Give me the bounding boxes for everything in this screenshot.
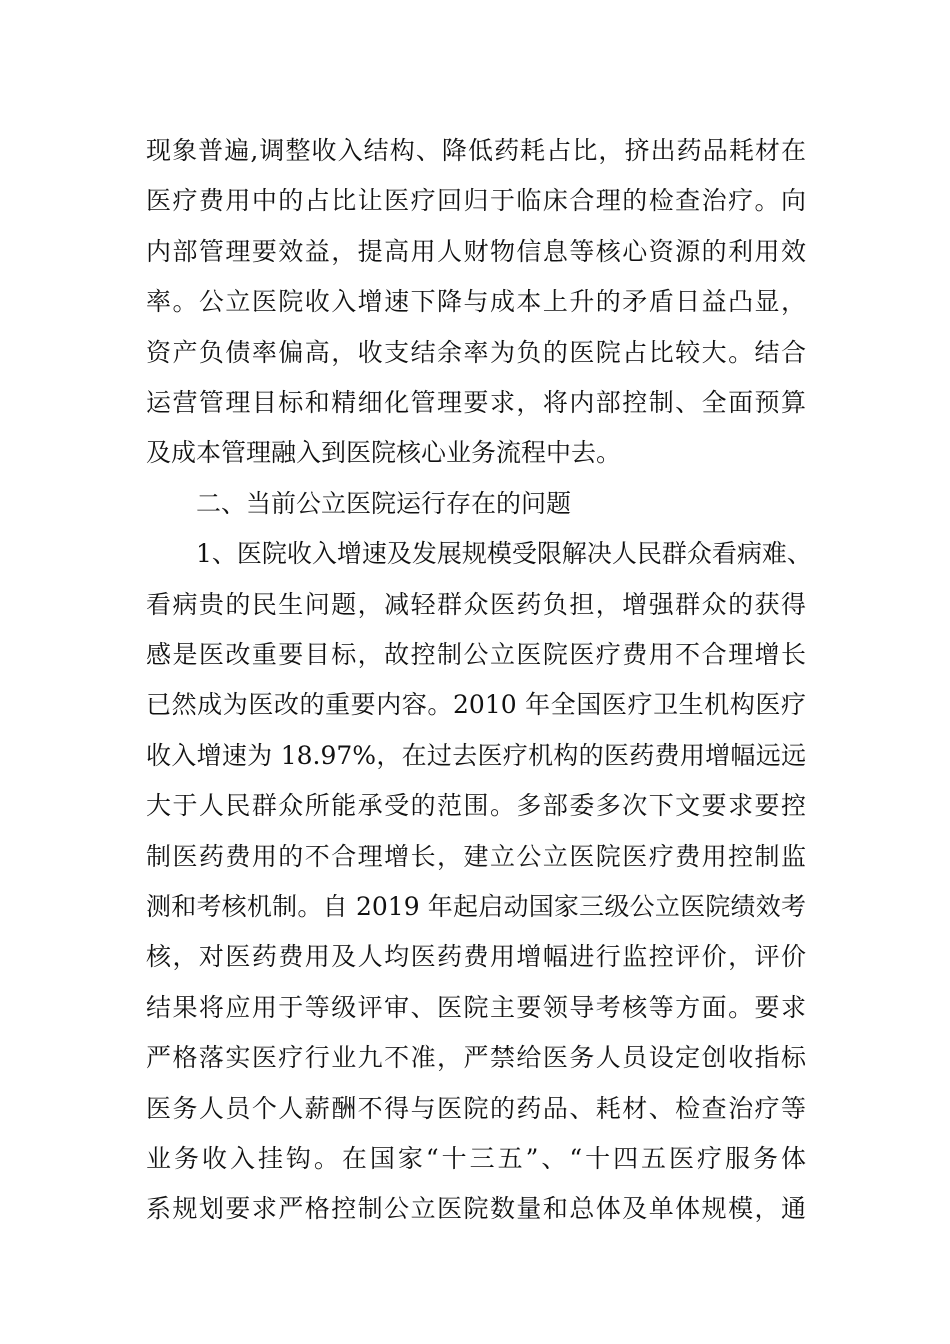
text-line-9: 1、医院收入增速及发展规模受限解决人民群众看病难、 bbox=[196, 539, 812, 568]
text-line-4: 率。公立医院收入增速下降与成本上升的矛盾日益凸显， bbox=[146, 287, 806, 316]
text-line-17: 核，对医药费用及人均医药费用增幅进行监控评价，评价 bbox=[146, 942, 806, 971]
text-line-6: 运营管理目标和精细化管理要求，将内部控制、全面预算 bbox=[146, 388, 806, 417]
text-line-1: 现象普遍,调整收入结构、降低药耗占比，挤出药品耗材在 bbox=[146, 136, 806, 165]
text-line-18: 结果将应用于等级评审、医院主要领导考核等方面。要求 bbox=[146, 993, 806, 1022]
text-line-2: 医疗费用中的占比让医疗回归于临床合理的检查治疗。向 bbox=[146, 186, 806, 215]
text-line-22: 系规划要求严格控制公立医院数量和总体及单体规模，通 bbox=[146, 1194, 806, 1223]
text-line-20: 医务人员个人薪酬不得与医院的药品、耗材、检查治疗等 bbox=[146, 1094, 806, 1123]
text-line-3: 内部管理要效益，提高用人财物信息等核心资源的利用效 bbox=[146, 237, 806, 266]
text-line-11: 感是医改重要目标，故控制公立医院医疗费用不合理增长 bbox=[146, 640, 806, 669]
text-line-14: 大于人民群众所能承受的范围。多部委多次下文要求要控 bbox=[146, 791, 806, 820]
text-line-19: 严格落实医疗行业九不准，严禁给医务人员设定创收指标 bbox=[146, 1043, 806, 1072]
section-heading: 二、当前公立医院运行存在的问题 bbox=[196, 489, 572, 518]
text-line-21: 业务收入挂钩。在国家“十三五”、“十四五医疗服务体 bbox=[146, 1144, 806, 1173]
text-line-12: 已然成为医改的重要内容。2010 年全国医疗卫生机构医疗 bbox=[146, 690, 806, 719]
text-line-7: 及成本管理融入到医院核心业务流程中去。 bbox=[146, 438, 622, 467]
text-line-5: 资产负债率偏高，收支结余率为负的医院占比较大。结合 bbox=[146, 338, 806, 367]
text-line-10: 看病贵的民生问题，减轻群众医药负担，增强群众的获得 bbox=[146, 590, 806, 619]
text-line-13: 收入增速为 18.97%，在过去医疗机构的医药费用增幅远远 bbox=[146, 741, 806, 770]
text-line-15: 制医药费用的不合理增长，建立公立医院医疗费用控制监 bbox=[146, 842, 806, 871]
text-line-16: 测和考核机制。自 2019 年起启动国家三级公立医院绩效考 bbox=[146, 892, 806, 921]
